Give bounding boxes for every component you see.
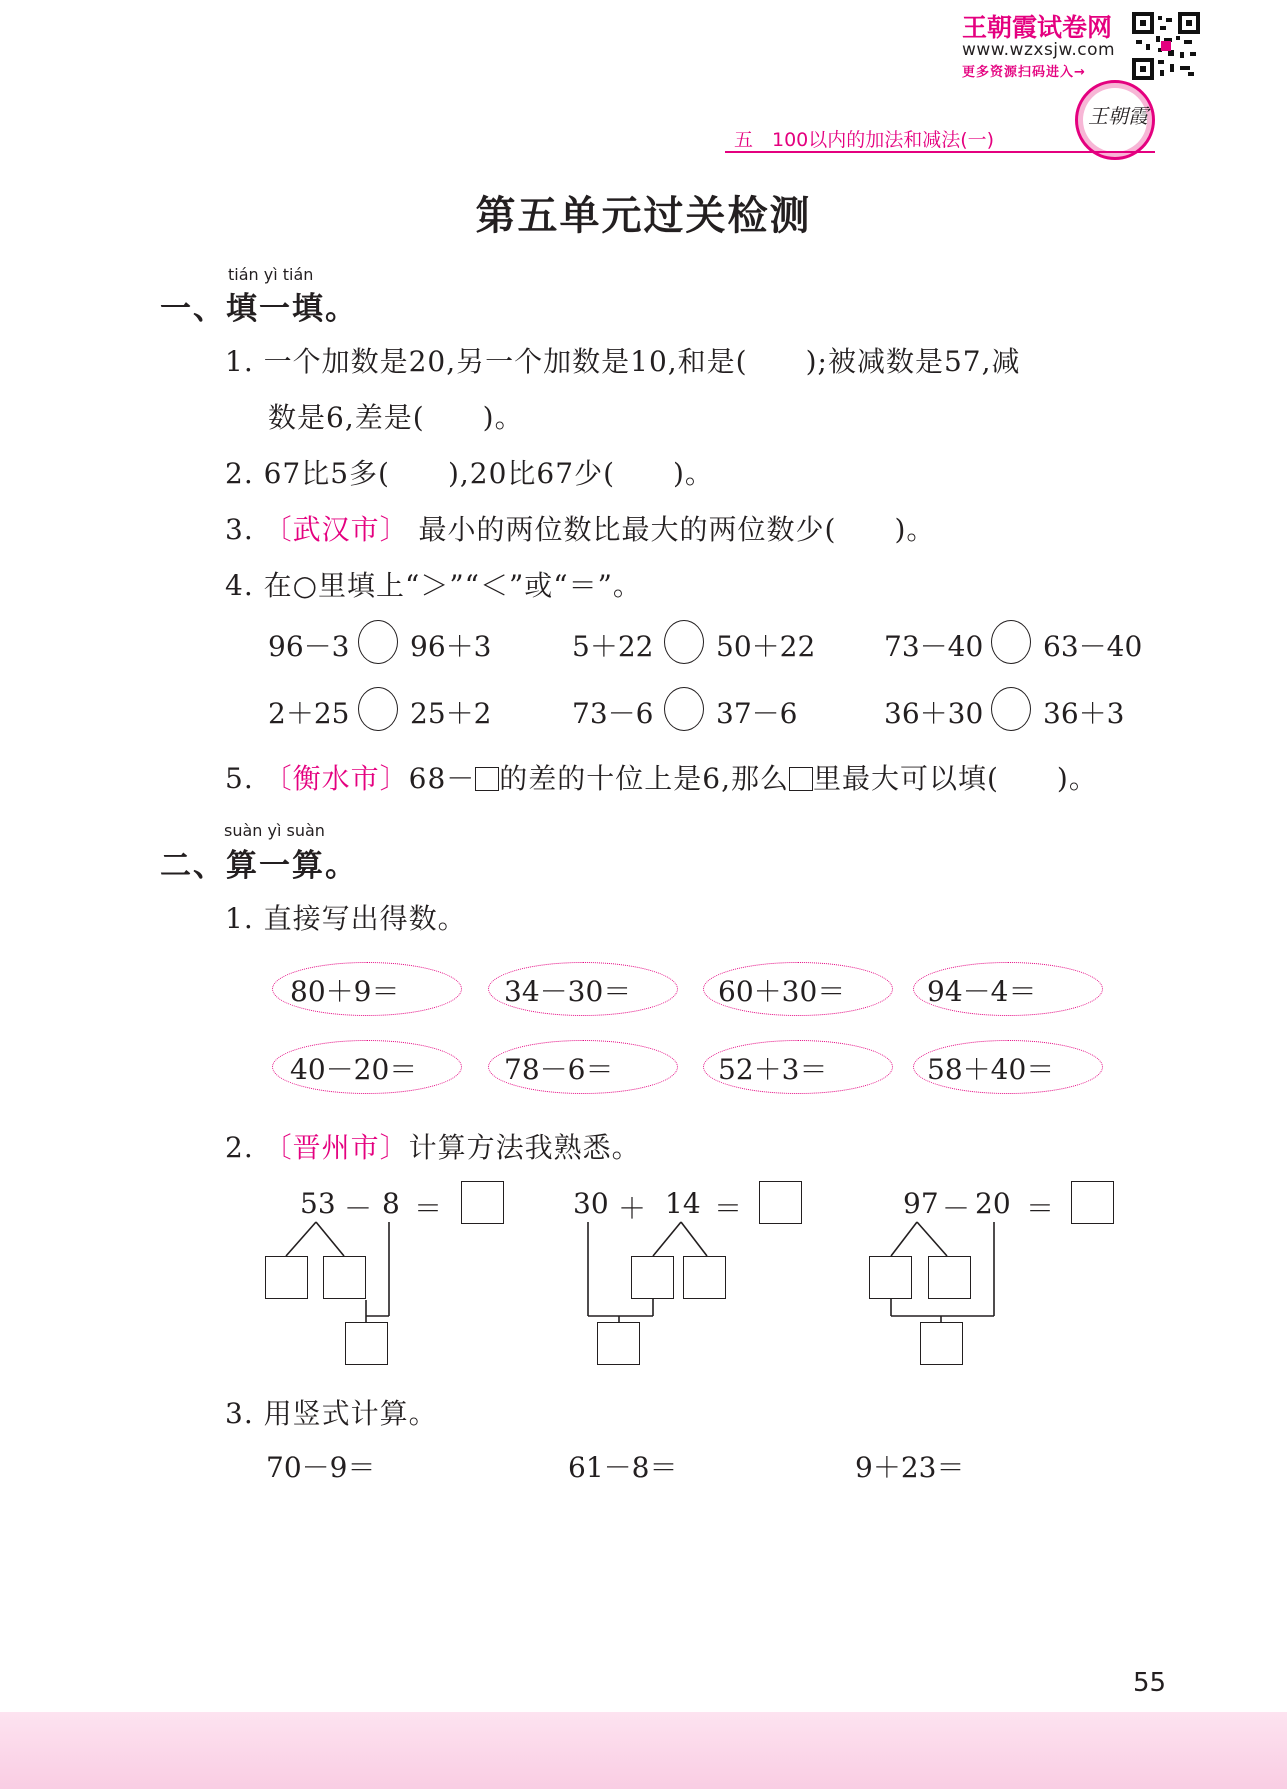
q5-region-tag: 〔衡水市〕 bbox=[263, 762, 409, 795]
oval-text-7: 52＋3＝ bbox=[718, 1053, 828, 1086]
tree1-a: 53 bbox=[300, 1187, 336, 1220]
vertical-calc-3: 9＋23＝ bbox=[855, 1451, 965, 1484]
vertical-calc-1: 70－9＝ bbox=[266, 1451, 376, 1484]
q3-region-tag: 〔武汉市〕 bbox=[263, 513, 409, 546]
oval-text-2: 34－30＝ bbox=[504, 975, 632, 1008]
tree3-result-box[interactable] bbox=[920, 1322, 963, 1365]
s2-q1: 1. 直接写出得数。 bbox=[225, 902, 467, 935]
oval-text-8: 58＋40＝ bbox=[927, 1053, 1055, 1086]
s2-q3: 3. 用竖式计算。 bbox=[225, 1397, 438, 1430]
q5-text-b: 的差的十位上是6,那么 bbox=[499, 762, 789, 795]
section1-pinyin: tián yì tián bbox=[228, 265, 314, 284]
brand-name: 王朝霞试卷网 bbox=[962, 13, 1113, 42]
brand-url[interactable]: www.wzxsjw.com bbox=[962, 40, 1116, 60]
s2-q2-number: 2. bbox=[225, 1131, 254, 1164]
logo-text: 王朝霞 bbox=[1088, 104, 1148, 128]
tree3-eq: ＝ bbox=[1026, 1192, 1055, 1225]
compare-left-4: 2＋25 bbox=[268, 697, 350, 730]
q5-text-a: 68－ bbox=[408, 762, 476, 795]
footer-band bbox=[0, 1712, 1287, 1789]
page-number: 55 bbox=[1133, 1668, 1167, 1698]
compare-left-1: 96－3 bbox=[268, 630, 350, 663]
tree3-split-box-2[interactable] bbox=[928, 1256, 971, 1299]
compare-left-5: 73－6 bbox=[572, 697, 654, 730]
compare-left-6: 36＋30 bbox=[884, 697, 984, 730]
q4: 4. 在○里填上“＞”“＜”或“＝”。 bbox=[225, 569, 642, 602]
compare-right-5: 37－6 bbox=[716, 697, 798, 730]
section2-pinyin: suàn yì suàn bbox=[224, 821, 325, 840]
tree2-a: 30 bbox=[573, 1187, 609, 1220]
tree3-b: 20 bbox=[975, 1187, 1011, 1220]
tree1-op: － bbox=[344, 1192, 373, 1225]
tree1-b: 8 bbox=[382, 1187, 400, 1220]
vertical-calc-2: 61－8＝ bbox=[568, 1451, 678, 1484]
section1-heading: 一、填一填。 bbox=[160, 291, 358, 327]
compare-left-3: 73－40 bbox=[884, 630, 984, 663]
oval-text-4: 94－4＝ bbox=[927, 975, 1037, 1008]
q1-line1: 1. 一个加数是20,另一个加数是10,和是( );被减数是57,减 bbox=[225, 345, 1021, 378]
compare-right-4: 25＋2 bbox=[410, 697, 492, 730]
q5-number: 5. bbox=[225, 762, 254, 795]
q3-text: 最小的两位数比最大的两位数少( )。 bbox=[418, 513, 936, 546]
compare-right-3: 63－40 bbox=[1043, 630, 1143, 663]
compare-right-1: 96＋3 bbox=[410, 630, 492, 663]
tree3-a: 97 bbox=[903, 1187, 939, 1220]
q1-line2: 数是6,差是( )。 bbox=[268, 401, 524, 434]
s2-q2-region-tag: 〔晋州市〕 bbox=[263, 1131, 409, 1164]
tree1-eq: ＝ bbox=[414, 1192, 443, 1225]
q2: 2. 67比5多( ),20比67少( )。 bbox=[225, 457, 714, 490]
tree3-op: － bbox=[942, 1192, 971, 1225]
compare-left-2: 5＋22 bbox=[572, 630, 654, 663]
page-title: 第五单元过关检测 bbox=[475, 193, 812, 239]
oval-text-6: 78－6＝ bbox=[504, 1053, 614, 1086]
oval-text-5: 40－20＝ bbox=[290, 1053, 418, 1086]
oval-text-1: 80＋9＝ bbox=[290, 975, 400, 1008]
s2-q2-text: 计算方法我熟悉。 bbox=[408, 1131, 641, 1164]
tree2-eq: ＝ bbox=[714, 1192, 743, 1225]
oval-text-3: 60＋30＝ bbox=[718, 975, 846, 1008]
tree2-op: ＋ bbox=[618, 1192, 647, 1225]
q3-number: 3. bbox=[225, 513, 254, 546]
scan-text: 更多资源扫码进入→ bbox=[962, 65, 1086, 80]
section2-heading: 二、算一算。 bbox=[160, 848, 358, 884]
q5-text-c: 里最大可以填( )。 bbox=[813, 762, 1098, 795]
tree3-split-box-1[interactable] bbox=[869, 1256, 912, 1299]
tree2-b: 14 bbox=[665, 1187, 701, 1220]
chapter-title: 五 100以内的加法和减法(一) bbox=[734, 129, 995, 151]
compare-right-6: 36＋3 bbox=[1043, 697, 1125, 730]
compare-right-2: 50＋22 bbox=[716, 630, 816, 663]
